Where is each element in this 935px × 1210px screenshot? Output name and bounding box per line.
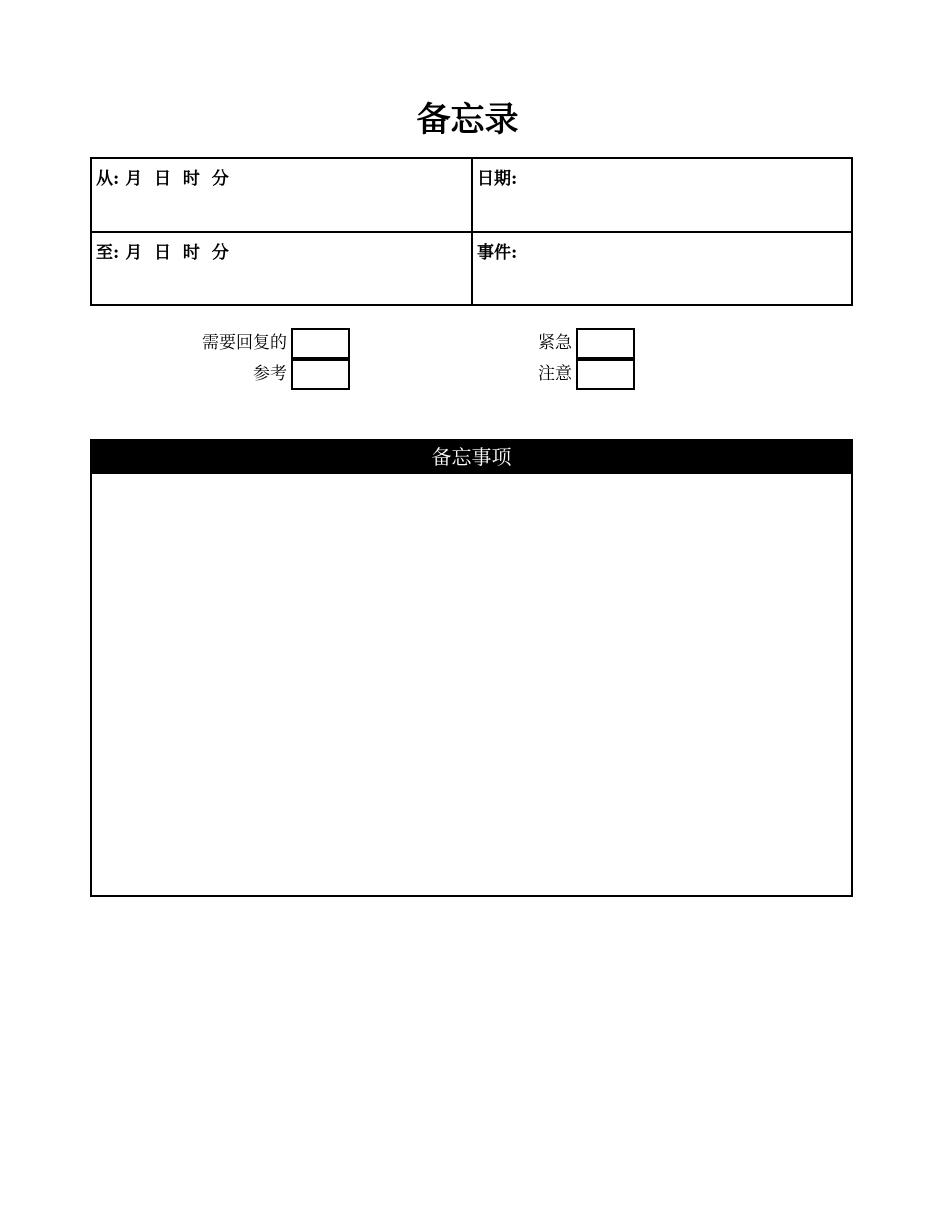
urgent-label: 紧急 bbox=[538, 333, 572, 353]
event-label: 事件: bbox=[477, 243, 518, 263]
date-field[interactable] bbox=[473, 159, 851, 233]
from-label: 从: 月 日 时 分 bbox=[96, 169, 229, 189]
date-label: 日期: bbox=[477, 169, 518, 189]
event-field[interactable] bbox=[473, 233, 851, 304]
notes-body-area[interactable] bbox=[90, 474, 853, 897]
reply-needed-row bbox=[170, 328, 350, 359]
to-field[interactable] bbox=[92, 233, 473, 304]
reply-needed-checkbox[interactable] bbox=[291, 328, 350, 359]
reference-checkbox[interactable] bbox=[291, 359, 350, 390]
header-fields-table bbox=[90, 157, 853, 306]
attention-label: 注意 bbox=[538, 364, 572, 384]
attention-checkbox[interactable] bbox=[576, 359, 635, 390]
from-field[interactable] bbox=[92, 159, 473, 233]
reference-label: 参考 bbox=[253, 364, 287, 384]
to-label: 至: 月 日 时 分 bbox=[96, 243, 229, 263]
reply-needed-label: 需要回复的 bbox=[202, 333, 287, 353]
reference-row bbox=[170, 359, 350, 390]
urgent-checkbox[interactable] bbox=[576, 328, 635, 359]
notes-header: 备忘事项 bbox=[90, 439, 853, 474]
document-title: 备忘录 bbox=[416, 100, 519, 140]
attention-row bbox=[500, 359, 635, 390]
urgent-row bbox=[500, 328, 635, 359]
